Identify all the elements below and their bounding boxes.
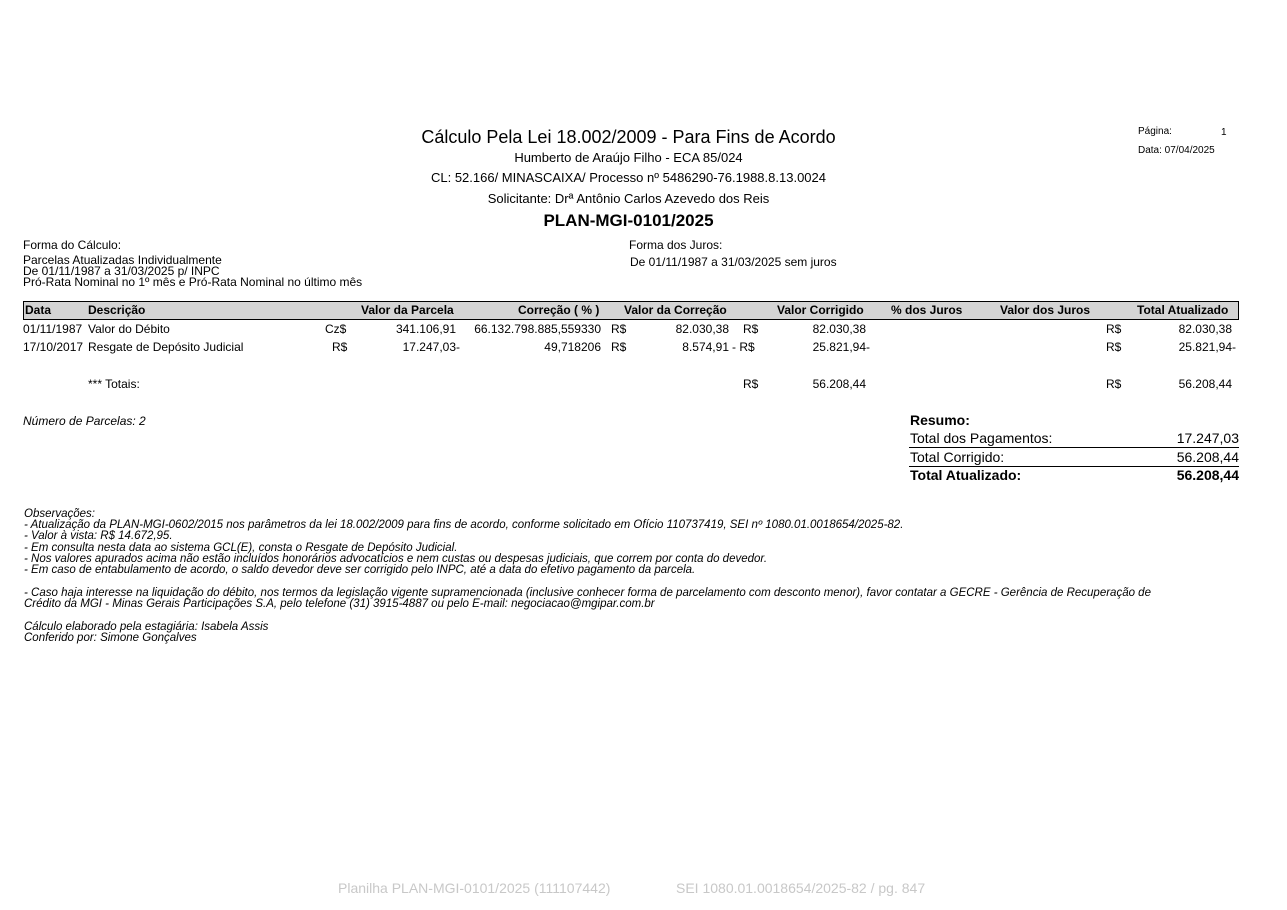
interest-method-line: De 01/11/1987 a 31/03/2025 sem juros [630,255,837,269]
col-header-correcao: Correção ( % ) [518,303,600,317]
notes-line: - Atualização da PLAN-MGI-0602/2015 nos parâmetros da lei 18.002/2009 para fins de acordo, conforme solicitado em Ofício 110737419, SEI nº 1080.01.0018654/2025-82. [24,519,904,531]
date-label: Data: 07/04/2025 [1138,145,1215,156]
debtor-line: Humberto de Araújo Filho - ECA 85/024 [514,150,743,165]
calc-method-line2: De 01/11/1987 a 31/03/2025 p/ INPC [23,264,220,278]
col-header-descricao: Descrição [88,303,146,317]
row-currency: - R$ [732,340,755,354]
row-currency: R$ [332,340,348,354]
summary-payments-label: Total dos Pagamentos: [910,430,1053,446]
col-header-valor-juros: Valor dos Juros [1000,303,1091,317]
row-currency: R$ [611,340,627,354]
col-header-total-atualizado: Total Atualizado [1137,303,1229,317]
row-installment-value: 341.106,91 [395,322,456,336]
row-total: 82.030,38 [1178,322,1232,336]
interest-method-label: Forma dos Juros: [629,238,723,252]
totals-currency: R$ [1106,377,1122,391]
notes-title: Observações: [24,508,95,520]
row-installment-value: 17.247,03- [402,340,460,354]
calc-method-line1: Parcelas Atualizadas Individualmente [23,253,222,267]
totals-total: 56.208,44 [1178,377,1232,391]
prepared-by: Cálculo elaborado pela estagiária: Isabela Assis [24,621,269,633]
row-correction-pct: 66.132.798.885,559330 [474,322,601,336]
installment-count: Número de Parcelas: 2 [23,414,146,428]
row-corrected-value: 25.821,94- [812,340,870,354]
row-currency: R$ [1106,340,1122,354]
row-currency: R$ [1106,322,1122,336]
checked-by: Conferido por: Simone Gonçalves [24,632,197,644]
notes-contact-line2: Crédito da MGI - Minas Gerais Participações S.A, pelo telefone (31) 3915-4887 ou pelo E-mail: negociacao@mgipar.com.br [24,598,655,610]
row-date: 17/10/2017 [23,340,84,354]
notes-line: - Valor à vista: R$ 14.672,95. [24,530,173,542]
col-header-valor-corrigido: Valor Corrigido [777,303,864,317]
col-header-data: Data [25,303,52,317]
process-line: CL: 52.166/ MINASCAIXA/ Processo nº 5486290-76.1988.8.13.0024 [430,170,826,185]
row-total: 25.821,94- [1178,340,1236,354]
summary-payments-value: 17.247,03 [1176,430,1239,446]
row-description: Resgate de Depósito Judicial [88,340,244,354]
totals-label: *** Totais: [88,377,140,391]
row-currency: Cz$ [325,322,347,336]
requester-line: Solicitante: Drª Antônio Carlos Azevedo dos Reis [487,191,770,206]
document-title: Cálculo Pela Lei 18.002/2009 - Para Fins de Acordo [421,127,836,147]
summary-divider [909,447,1239,448]
summary-corrected-label: Total Corrigido: [910,449,1005,465]
notes-line: - Em caso de entabulamento de acordo, o saldo devedor deve ser corrigido pelo INPC, até a data do efetivo pagamento da parcela. [24,564,696,576]
row-correction-value: 82.030,38 [675,322,729,336]
summary-corrected-value: 56.208,44 [1176,449,1239,465]
notes-line: - Em consulta nesta data ao sistema GCL(E), consta o Resgate de Depósito Judicial. [24,542,458,554]
row-date: 01/11/1987 [23,322,83,336]
notes-contact-line1: - Caso haja interesse na liquidação do débito, nos termos da legislação vigente supramencionada (inclusive conhecer forma de parcelamento com desconto menor), favor contatar a GECRE - Gerência de Recuperação de [24,587,1151,599]
notes-line: - Nos valores apurados acima não estão incluídos honorários advocatícios e nem custas ou despesas judiciais, que correm por conta do devedor. [24,553,768,565]
col-header-valor-correcao: Valor da Correção [624,303,727,317]
col-header-valor-parcela: Valor da Parcela [361,303,454,317]
page-number: 1 [1221,127,1227,138]
row-currency: R$ [611,322,627,336]
totals-corrected: 56.208,44 [812,377,866,391]
summary-updated-value: 56.208,44 [1176,467,1239,483]
page-label: Página: [1138,126,1172,137]
row-correction-value: 8.574,91 [682,340,729,354]
summary-title: Resumo: [910,412,970,428]
totals-currency: R$ [743,377,759,391]
footer-spreadsheet-ref: Planilha PLAN-MGI-0101/2025 (111107442) [338,880,611,896]
row-description: Valor do Débito [88,322,170,336]
row-corrected-value: 82.030,38 [812,322,866,336]
calc-method-line3: Pró-Rata Nominal no 1º mês e Pró-Rata Nominal no último mês [23,275,363,289]
calc-method-label: Forma do Cálculo: [23,238,122,252]
plan-number: PLAN-MGI-0101/2025 [543,211,714,230]
col-header-pct-juros: % dos Juros [891,303,963,317]
row-correction-pct: 49,718206 [544,340,601,354]
summary-updated-label: Total Atualizado: [910,467,1022,483]
footer-sei-ref: SEI 1080.01.0018654/2025-82 / pg. 847 [676,880,926,896]
row-currency: R$ [743,322,759,336]
